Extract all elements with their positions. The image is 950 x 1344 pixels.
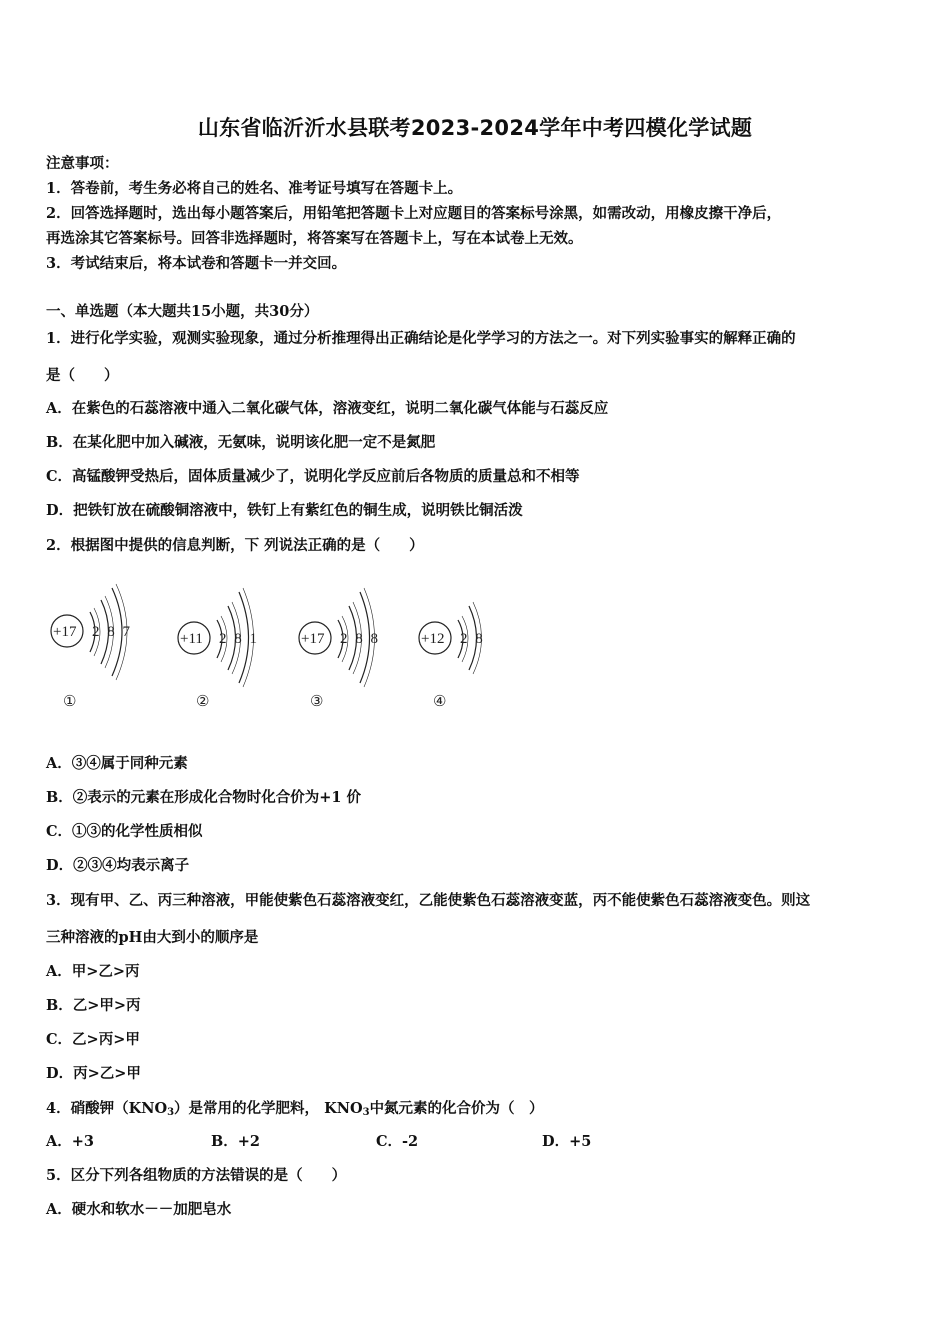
q4-stem-part: 中氮元素的化合价为（ ）	[369, 1100, 544, 1117]
nucleus-1: +17	[53, 624, 77, 640]
electrons-3: 2 8 8	[340, 631, 380, 647]
q1-option-b: B．在某化肥中加入碱液，无氨味，说明该化肥一定不是氮肥	[46, 434, 436, 451]
nucleus-2: +11	[180, 631, 203, 647]
q2-option-a: A．③④属于同种元素	[46, 755, 188, 772]
section-heading: 一、单选题（本大题共15小题，共30分）	[46, 303, 319, 320]
diagram-label-1: ①	[63, 694, 77, 710]
q4-stem	[46, 1097, 544, 1118]
q1-stem: 1．进行化学实验，观测实验现象，通过分析推理得出正确结论是化学学习的方法之一。对下列实验事实的解释正确的	[46, 330, 796, 347]
q1-stem-cont: 是（ ）	[46, 367, 119, 384]
q3-option-b: B．乙>甲>丙	[46, 997, 141, 1014]
q4-stem-part: 4．硝酸钾（KNO	[46, 1100, 168, 1117]
page-title: 山东省临沂沂水县联考2023-2024学年中考四模化学试题	[197, 116, 753, 140]
notice-heading: 注意事项：	[46, 155, 119, 172]
electrons-4: 2 8	[460, 631, 485, 647]
q5-option-a: A．硬水和软水－－加肥皂水	[46, 1201, 232, 1218]
q2-option-d: D．②③④均表示离子	[46, 857, 190, 874]
q3-option-a: A．甲>乙>丙	[46, 963, 140, 980]
q3-stem: 3．现有甲、乙、丙三种溶液，甲能使紫色石蕊溶液变红，乙能使紫色石蕊溶液变蓝，丙不能使紫色石蕊溶液变色。则这	[46, 892, 811, 909]
q3-option-c: C．乙>丙>甲	[46, 1031, 140, 1048]
atom-diagrams	[0, 570, 950, 720]
diagram-label-2: ②	[196, 694, 210, 710]
q1-option-d: D．把铁钉放在硫酸铜溶液中，铁钉上有紫红色的铜生成，说明铁比铜活泼	[46, 502, 523, 519]
electrons-2: 2 8 1	[219, 631, 259, 647]
q4-option-b: B．+2	[211, 1133, 260, 1150]
nucleus-4: +12	[421, 631, 445, 647]
q4-subscript: 3	[362, 1107, 370, 1118]
q2-option-b: B．②表示的元素在形成化合物时化合价为+1 价	[46, 789, 362, 806]
notice-item: 1．答卷前，考生务必将自己的姓名、准考证号填写在答题卡上。	[46, 180, 463, 197]
q4-option-a: A．+3	[46, 1133, 94, 1150]
q4-stem-part: ）是常用的化学肥料， KNO	[174, 1100, 363, 1117]
q4-option-c: C．-2	[376, 1133, 419, 1150]
q1-option-c: C．高锰酸钾受热后，固体质量减少了，说明化学反应前后各物质的质量总和不相等	[46, 468, 580, 485]
electrons-1: 2 8 7	[92, 624, 132, 640]
diagram-label-3: ③	[310, 694, 324, 710]
q4-option-d: D．+5	[542, 1133, 592, 1150]
nucleus-3: +17	[301, 631, 325, 647]
q2-option-c: C．①③的化学性质相似	[46, 823, 203, 840]
q3-stem-cont: 三种溶液的pH由大到小的顺序是	[46, 929, 259, 946]
q4-subscript: 3	[167, 1107, 175, 1118]
q1-option-a: A．在紫色的石蕊溶液中通入二氧化碳气体，溶液变红，说明二氧化碳气体能与石蕊反应	[46, 400, 609, 417]
q5-stem: 5．区分下列各组物质的方法错误的是（ ）	[46, 1167, 347, 1184]
q3-option-d: D．丙>乙>甲	[46, 1065, 141, 1082]
notice-item: 3．考试结束后，将本试卷和答题卡一并交回。	[46, 255, 347, 272]
q2-stem: 2．根据图中提供的信息判断，下 列说法正确的是（ ）	[46, 537, 424, 554]
notice-item: 2．回答选择题时，选出每小题答案后，用铅笔把答题卡上对应题目的答案标号涂黑，如需改动，用橡皮擦干净后，	[46, 205, 782, 222]
notice-item: 再选涂其它答案标号。回答非选择题时，将答案写在答题卡上，写在本试卷上无效。	[46, 230, 583, 247]
diagram-label-4: ④	[433, 694, 447, 710]
